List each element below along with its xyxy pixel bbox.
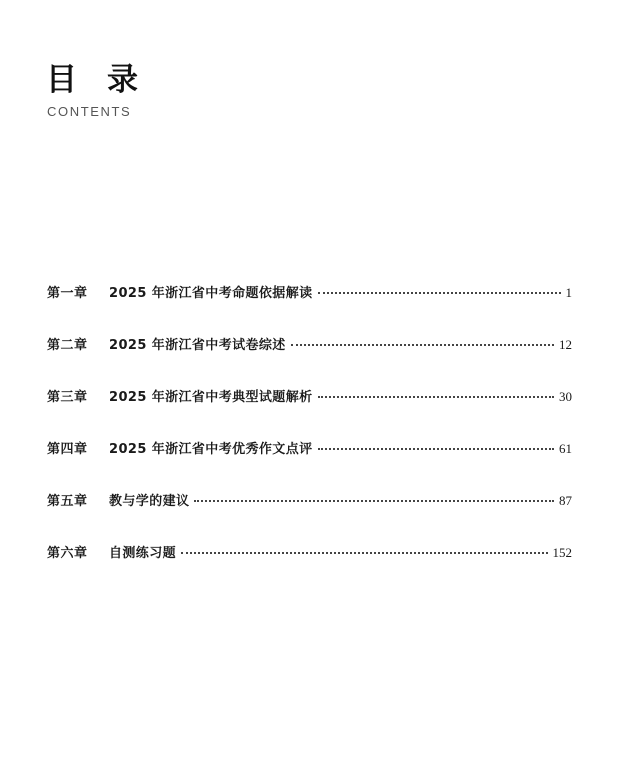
- chapter-title: 自测练习题: [109, 546, 177, 561]
- page-title: 目录: [46, 62, 168, 98]
- chapter-title: 2025 年浙江省中考典型试题解析: [109, 390, 313, 405]
- page-number: 30: [559, 389, 572, 404]
- chapter-title: 2025 年浙江省中考试卷综述: [109, 338, 286, 353]
- page-number: 61: [559, 441, 572, 456]
- chapter-title: 2025 年浙江省中考优秀作文点评: [109, 442, 313, 457]
- toc-entry-chapter-5[interactable]: [47, 492, 572, 544]
- page-number: 152: [552, 545, 572, 560]
- page-subtitle: CONTENTS: [47, 104, 132, 119]
- dot-leader: [291, 344, 554, 346]
- dot-leader: [181, 552, 547, 554]
- toc-entry-chapter-4[interactable]: [47, 440, 572, 492]
- toc-entry-chapter-2[interactable]: [47, 336, 572, 388]
- table-of-contents: [47, 284, 572, 596]
- toc-entry-chapter-6[interactable]: [47, 544, 572, 596]
- page-number: 12: [559, 337, 572, 352]
- chapter-number: 第五章: [47, 494, 88, 509]
- dot-leader: [194, 500, 554, 502]
- chapter-title: 2025 年浙江省中考命题依据解读: [109, 286, 313, 301]
- dot-leader: [318, 292, 561, 294]
- toc-entry-chapter-1[interactable]: [47, 284, 572, 336]
- chapter-number: 第二章: [47, 338, 88, 353]
- chapter-title: 教与学的建议: [109, 494, 190, 509]
- chapter-number: 第四章: [47, 442, 88, 457]
- dot-leader: [318, 396, 554, 398]
- toc-entry-chapter-3[interactable]: [47, 388, 572, 440]
- chapter-number: 第一章: [47, 286, 88, 301]
- chapter-number: 第六章: [47, 546, 88, 561]
- dot-leader: [318, 448, 554, 450]
- page-number: 1: [565, 285, 572, 300]
- page-number: 87: [559, 493, 572, 508]
- chapter-number: 第三章: [47, 390, 88, 405]
